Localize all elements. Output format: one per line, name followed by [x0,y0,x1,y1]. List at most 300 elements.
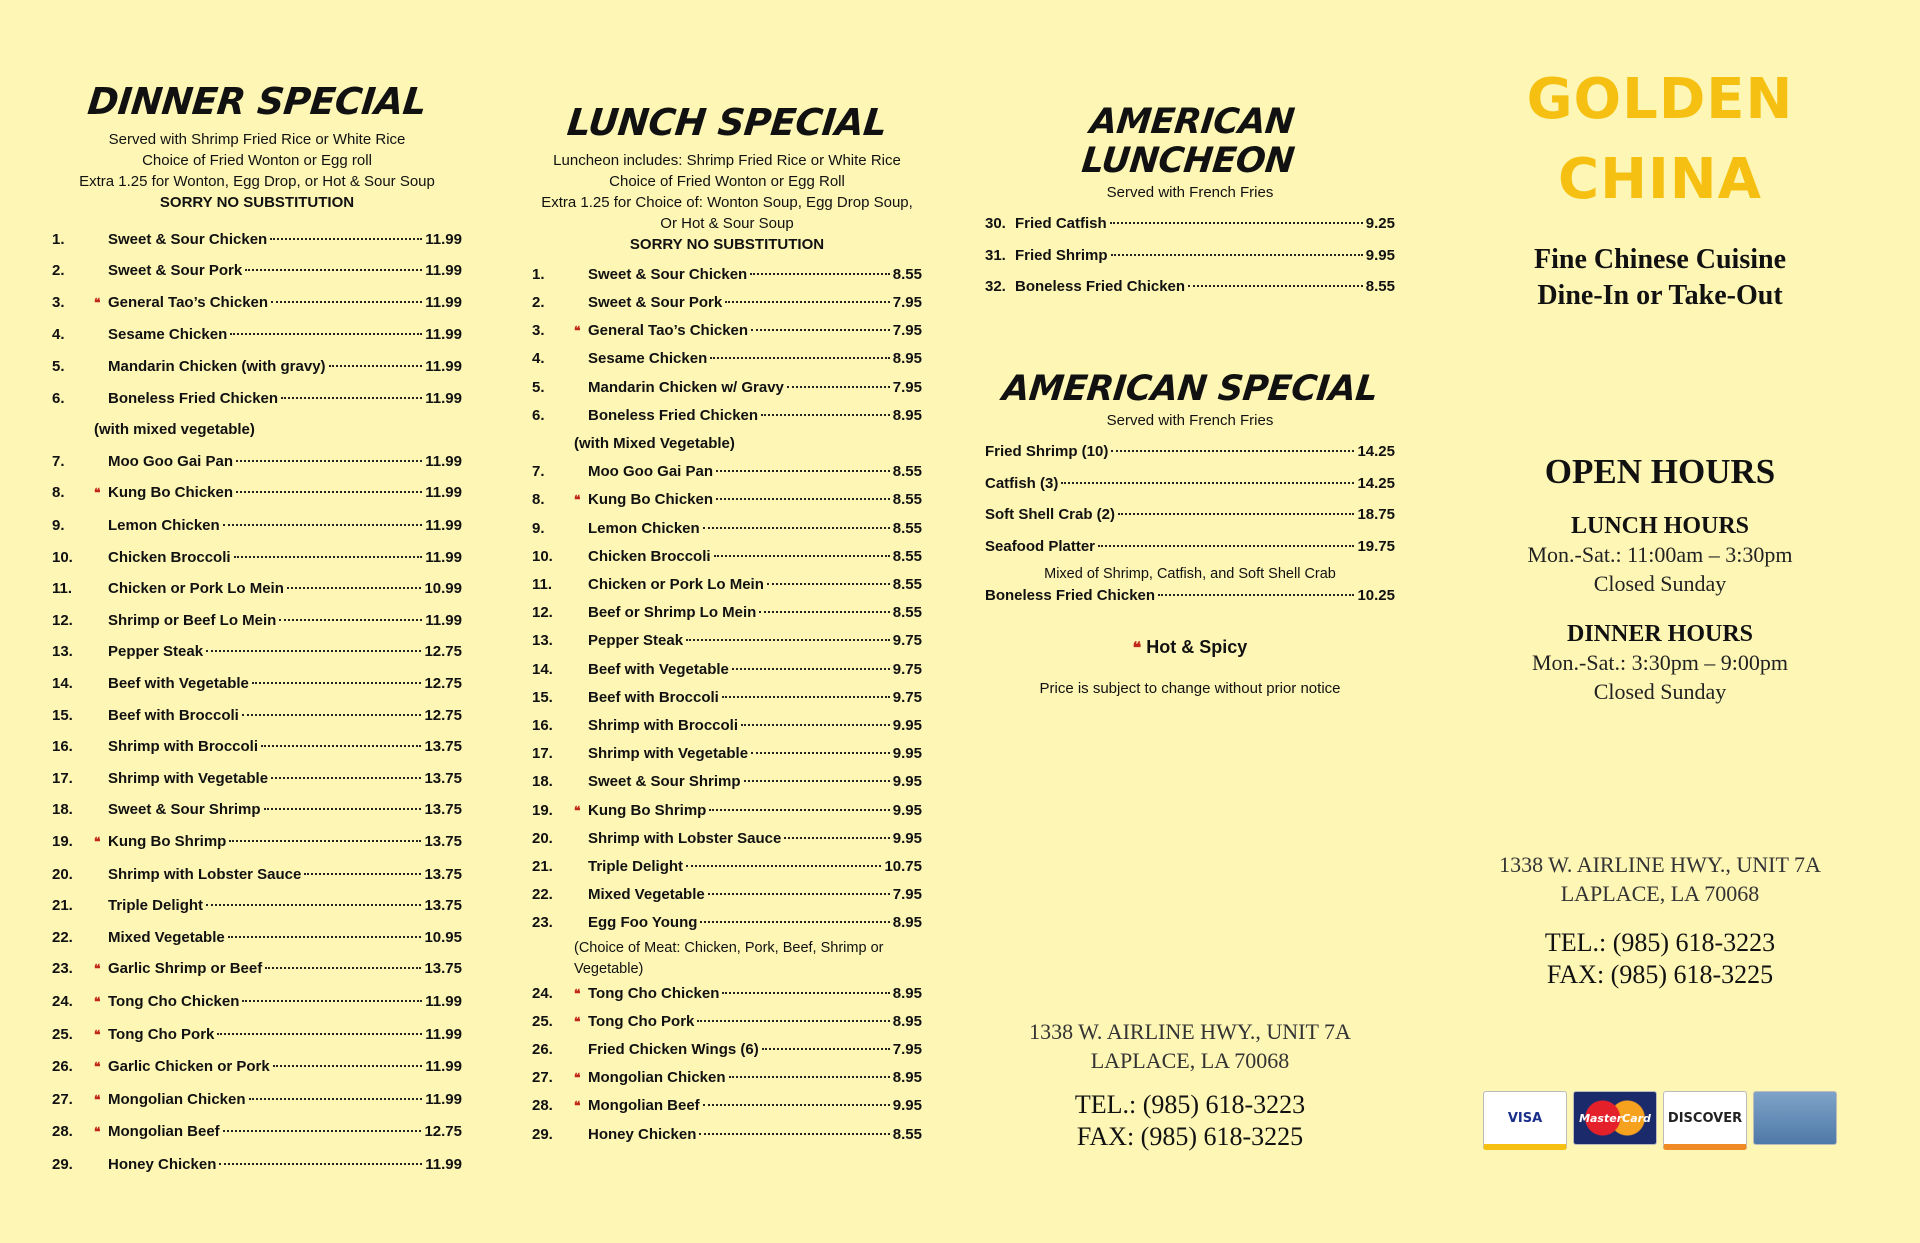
menu-item-price: 19.75 [1357,537,1395,555]
menu-item-number: 13. [532,632,553,650]
dot-leader [219,1163,422,1165]
dot-leader [759,611,889,613]
hot-spicy-legend [985,637,1395,658]
dot-leader [703,527,890,529]
menu-item-price: 9.75 [892,660,922,678]
menu-item-name: Boneless Fried Chicken [985,587,1156,604]
menu-item-name: Sweet & Sour Shrimp [108,801,261,819]
menu-item-price: 8.95 [892,1012,922,1030]
menu-item-number: 25. [52,1025,73,1043]
dot-leader [329,365,423,367]
menu-item-number: 11. [532,575,553,593]
menu-item-price: 13.75 [424,832,462,850]
dot-leader [1111,450,1354,452]
dot-leader [744,780,890,782]
menu-item [985,240,1395,272]
chili-pepper-icon: ❝ [94,1060,101,1075]
menu-item-price: 11.99 [425,548,462,566]
mastercard-icon [1573,1091,1657,1145]
menu-item-number: 3. [532,322,545,340]
menu-item-price: 13.75 [424,769,462,787]
menu-item-name: Mongolian Chicken [588,1069,726,1087]
menu-item-name: Shrimp with Lobster Sauce [108,865,302,883]
dot-leader [228,936,422,938]
menu-item [985,468,1395,500]
menu-item [52,1051,462,1084]
menu-item [532,599,922,627]
menu-item-name: General Tao’s Chicken [588,322,749,340]
menu-item-number: 14. [532,660,553,678]
menu-item-price: 7.95 [892,1040,922,1058]
menu-item-name: Sweet & Sour Chicken [108,230,268,248]
menu-item-name: Mongolian Beef [588,1097,700,1115]
menu-item [52,668,462,700]
american-luncheon-list [985,208,1395,303]
menu-item-name: Shrimp with Broccoli [108,738,259,756]
menu-item-number: 10. [532,547,553,565]
menu-item-price: 8.55 [1365,278,1395,295]
address-line-2: LAPLACE, LA 70068 [1090,1047,1290,1073]
dot-leader [279,619,422,621]
menu-item-number: 12. [52,611,73,629]
menu-item-number: 29. [532,1125,553,1143]
dot-leader [725,301,890,303]
chili-pepper-icon: ❝ [574,803,581,818]
dinner-note: Choice of Fried Wonton or Egg roll [142,151,372,169]
menu-item-number: 19. [532,801,553,819]
dot-leader [686,639,890,641]
menu-item-number: 1. [52,230,65,248]
american-section [985,0,1395,1153]
menu-item-price: 10.75 [884,857,922,875]
menu-item [52,1019,462,1052]
menu-item [532,486,922,514]
menu-item [985,531,1395,563]
american-express-card-icon [1753,1091,1837,1145]
menu-item-number: 9. [52,517,65,535]
menu-item-name: Beef with Broccoli [108,706,239,724]
lunch-closed: Closed Sunday [1593,571,1727,596]
menu-item [532,1064,922,1092]
menu-item-price: 9.95 [1365,246,1395,264]
menu-item-price: 8.55 [892,519,922,537]
menu-item-price: 11.99 [425,1025,462,1043]
dot-leader [751,329,890,331]
menu-item [532,458,922,486]
menu-item-price: 9.75 [892,688,922,706]
chili-pepper-icon: ❝ [1132,639,1142,657]
menu-item-number: 24. [52,992,73,1010]
menu-item-name: Chicken Broccoli [108,548,231,566]
menu-item-number: 15. [52,706,73,724]
menu-item-number: 1. [532,265,545,283]
menu-item-number: 18. [532,773,553,791]
dot-leader [751,752,890,754]
menu-item-price: 8.95 [892,914,922,932]
tagline-2: Dine-In or Take-Out [1537,280,1783,311]
menu-item-price: 8.95 [892,1069,922,1087]
menu-item-name: Fried Catfish [1015,215,1107,232]
menu-item-price: 7.95 [892,886,922,904]
dot-leader [784,837,889,839]
lunch-menu-list [532,261,922,1149]
menu-item-name: Chicken or Pork Lo Mein [108,580,284,598]
menu-item-number: 18. [52,801,73,819]
menu-item-extra: (with Mixed Vegetable) [574,434,735,452]
menu-item-name: Sweet & Sour Chicken [588,265,748,283]
dot-leader [699,1133,889,1135]
menu-item [52,287,462,320]
dot-leader [729,1076,890,1078]
menu-item [532,1121,922,1149]
lunch-no-substitution: SORRY NO SUBSTITUTION [629,235,825,253]
lunch-note: Choice of Fried Wonton or Egg Roll [609,172,845,190]
menu-item [532,261,922,289]
menu-item-number: 16. [532,716,553,734]
menu-item-name: Sesame Chicken [108,326,228,344]
menu-item-number: 7. [52,452,65,470]
menu-item-price: 11.99 [425,389,462,407]
contact-block [1455,850,1865,991]
visa-card-icon [1483,1091,1567,1150]
lunch-note: Extra 1.25 for Choice of: Wonton Soup, Egg Drop Soup, [541,193,913,211]
menu-item-name: Fried Shrimp (10) [985,443,1109,460]
dot-leader [245,269,422,271]
menu-item-price: 9.75 [892,632,922,650]
chili-pepper-icon: ❝ [574,324,581,339]
american-special-subtitle: Served with French Fries [1106,412,1274,429]
menu-item [532,627,922,655]
dot-leader [242,1000,422,1002]
menu-item-name: Pepper Steak [588,632,684,650]
menu-item-number: 16. [52,738,73,756]
menu-item-extra: (with mixed vegetable) [94,421,255,439]
dot-leader [697,1020,889,1022]
fax: FAX: (985) 618-3225 [1076,1121,1304,1151]
menu-item-price: 11.99 [425,992,462,1010]
menu-item [52,383,462,415]
menu-item-name: Sweet & Sour Pork [108,262,243,280]
menu-item-name: Boneless Fried Chicken [588,406,759,424]
menu-item-name: General Tao’s Chicken [108,293,269,311]
menu-item [985,208,1395,240]
menu-item-price: 9.95 [892,829,922,847]
menu-item-name: Boneless Fried Chicken [1015,278,1186,295]
menu-item-name: Lemon Chicken [588,519,700,537]
dot-leader [686,865,881,867]
menu-item [52,763,462,795]
dinner-note: Served with Shrimp Fried Rice or White Rice [108,130,406,148]
menu-item-price: 9.95 [892,773,922,791]
menu-item-number: 15. [532,688,553,706]
menu-item-number: 29. [52,1155,73,1173]
hot-spicy-label: Hot & Spicy [1146,636,1248,657]
dot-leader [217,1033,422,1035]
menu-item-price: 11.99 [425,358,462,376]
chili-pepper-icon: ❝ [94,1092,101,1107]
menu-item-number: 22. [532,886,553,904]
menu-item-name: Mixed Vegetable [588,886,705,904]
dinner-notes [52,129,462,213]
menu-item-price: 7.95 [892,322,922,340]
menu-item-price: 13.75 [424,738,462,756]
menu-item [532,402,922,430]
dot-leader [1098,545,1354,547]
menu-item-name: Triple Delight [108,897,204,915]
menu-item-price: 11.99 [425,326,462,344]
tagline-1: Fine Chinese Cuisine [1533,244,1787,275]
open-hours-title: OPEN HOURS [1544,452,1776,491]
menu-item [52,794,462,826]
lunch-note: Or Hot & Sour Soup [660,214,794,232]
menu-item-name: Honey Chicken [588,1125,697,1143]
dot-leader [230,333,422,335]
menu-item [52,446,462,478]
menu-item-number: 27. [532,1069,553,1087]
menu-item-number: 6. [52,389,65,407]
menu-item-name: Shrimp with Vegetable [588,745,749,763]
menu-item-price: 8.55 [892,547,922,565]
menu-item-number: 31. [985,246,1006,264]
menu-item-price: 18.75 [1357,506,1395,523]
seafood-platter-note: Mixed of Shrimp, Catfish, and Soft Shell Crab [1044,566,1336,582]
menu-item-number: 3. [52,293,65,311]
menu-item [52,922,462,954]
menu-item-number: 20. [52,865,73,883]
menu-item-name: Shrimp with Lobster Sauce [588,829,782,847]
dot-leader [1188,285,1363,287]
menu-item-price: 8.95 [892,406,922,424]
menu-item-name: Catfish (3) [985,474,1059,492]
menu-item [985,271,1395,303]
dot-leader [762,1048,890,1050]
menu-item-name: Fried Shrimp [1015,246,1108,264]
brand-name-line-1: GOLDEN [1526,67,1794,132]
menu-item [532,374,922,402]
menu-item [532,656,922,684]
menu-item [532,1092,922,1120]
menu-item-number: 21. [532,857,553,875]
menu-item-price: 13.75 [424,897,462,915]
menu-item-number: 24. [532,984,553,1002]
dot-leader [242,714,422,716]
middle-contact-block [985,1017,1395,1153]
menu-item-name: Sweet & Sour Pork [588,293,723,311]
dinner-no-substitution: SORRY NO SUBSTITUTION [159,193,355,211]
menu-item [52,605,462,637]
menu-item-number: 12. [532,604,553,622]
dot-leader [741,724,890,726]
menu-item [532,1036,922,1064]
menu-item-price: 9.25 [1365,215,1395,232]
menu-item [52,826,462,859]
menu-item [52,319,462,351]
menu-item-number: 2. [52,262,65,280]
menu-item-price: 11.99 [425,484,462,502]
menu-item [532,289,922,317]
menu-item-number: 26. [52,1058,73,1076]
payment-cards [1455,1091,1865,1150]
menu-item-price: 12.75 [424,643,462,661]
chili-pepper-icon: ❝ [94,994,101,1009]
menu-item-number: 32. [985,278,1006,295]
menu-item-price: 9.95 [892,1097,922,1115]
menu-item [532,571,922,599]
menu-item [52,351,462,383]
dot-leader [236,491,422,493]
dot-leader [1158,594,1354,596]
menu-item-price: 8.55 [892,463,922,481]
menu-item-number: 2. [532,293,545,311]
menu-item [532,797,922,825]
dot-leader [273,1065,423,1067]
dinner-hours-title: DINNER HOURS [1566,621,1754,647]
menu-item [532,712,922,740]
menu-item-name: Garlic Chicken or Pork [108,1058,270,1076]
menu-item-number: 13. [52,643,73,661]
lunch-hours-title: LUNCH HOURS [1570,513,1750,539]
american-special-list [985,436,1395,562]
dot-leader [236,460,422,462]
menu-item-number: 21. [52,897,73,915]
menu-item-price: 8.55 [892,604,922,622]
menu-item-price: 8.95 [892,984,922,1002]
chili-pepper-icon: ❝ [574,493,581,508]
menu-item-name: Kung Bo Shrimp [588,801,707,819]
dot-leader [271,777,421,779]
dot-leader [722,696,890,698]
menu-item-note: (Choice of Meat: Chicken, Pork, Beef, Shrimp or Vegetable) [574,939,884,977]
telephone: TEL.: (985) 618-3223 [1074,1089,1306,1119]
menu-item-price: 8.55 [892,1125,922,1143]
menu-item-name: Sweet & Sour Shrimp [588,773,741,791]
menu-item [532,909,922,937]
menu-item [532,317,922,345]
info-section [1455,0,1865,1150]
menu-item-price: 8.55 [892,491,922,509]
menu-item-number: 5. [52,358,65,376]
dot-leader [206,904,421,906]
menu-item [532,768,922,796]
menu-item-price: 13.75 [424,960,462,978]
card-label: DISCOVER [1667,1110,1743,1126]
price-notice: Price is subject to change without prior notice [1039,679,1341,697]
menu-item-number: 6. [532,406,545,424]
menu-item-number: 11. [52,580,73,598]
menu-item-price: 11.99 [425,230,462,248]
chili-pepper-icon: ❝ [574,986,581,1001]
menu-item-number: 28. [52,1123,73,1141]
menu-item-number: 27. [52,1090,73,1108]
menu-item-number: 17. [52,769,73,787]
address-line-2: LAPLACE, LA 70068 [1560,881,1760,906]
discover-card-icon [1663,1091,1747,1150]
menu-item-name: Shrimp or Beef Lo Mein [108,611,277,629]
menu-item-number: 19. [52,832,73,850]
menu-item-name: Mongolian Chicken [108,1090,246,1108]
american-special-title: AMERICAN SPECIAL [1000,368,1380,409]
menu-item-price: 12.75 [424,1123,462,1141]
menu-item [52,573,462,605]
menu-item [532,853,922,881]
menu-item-name: Mandarin Chicken w/ Gravy [588,378,784,396]
menu-item-name: Soft Shell Crab (2) [985,506,1116,523]
menu-item-number: 17. [532,745,553,763]
menu-item-name: Beef with Vegetable [588,660,729,678]
menu-item [52,953,462,986]
menu-item-name: Mongolian Beef [108,1123,220,1141]
dinner-special-title: DINNER SPECIAL [85,80,429,123]
menu-item [52,890,462,922]
chili-pepper-icon: ❝ [94,295,101,310]
menu-item [532,825,922,853]
dot-leader [270,238,422,240]
menu-item [532,881,922,909]
menu-item [532,684,922,712]
dinner-note: Extra 1.25 for Wonton, Egg Drop, or Hot & Sour Soup [79,172,435,190]
menu-item-name: Triple Delight [588,857,684,875]
menu-item-name: Egg Foo Young [588,914,698,932]
chili-pepper-icon: ❝ [94,486,101,501]
menu-item-price: 10.95 [424,928,462,946]
menu-item-name: Tong Cho Chicken [108,992,240,1010]
dot-leader [716,470,890,472]
menu-item [52,1084,462,1117]
menu-item-number: 14. [52,675,73,692]
dot-leader [714,555,890,557]
dinner-hours-time: Mon.-Sat.: 3:30pm – 9:00pm [1531,650,1789,675]
menu-item-name: Sesame Chicken [588,350,708,368]
menu-item [52,731,462,763]
menu-item-name: Shrimp with Broccoli [588,716,739,734]
menu-item-name: Moo Goo Gai Pan [108,452,234,470]
menu-item-price: 14.25 [1357,443,1395,460]
dot-leader [249,1098,423,1100]
dot-leader [261,745,421,747]
menu-item-price: 8.95 [892,350,922,368]
menu-item-price: 11.99 [425,611,462,629]
menu-item-price: 11.99 [425,452,462,470]
menu-item [52,510,462,542]
menu-item-name: Tong Cho Pork [588,1012,695,1030]
menu-item [52,255,462,287]
menu-item-name: Moo Goo Gai Pan [588,463,714,481]
menu-item [52,224,462,256]
menu-item-price: 11.99 [425,293,462,311]
menu-item-name: Mixed Vegetable [108,928,225,946]
dot-leader [787,386,890,388]
dot-leader [223,1130,422,1132]
dot-leader [234,556,423,558]
dot-leader [1110,222,1363,224]
telephone: TEL.: (985) 618-3223 [1544,928,1776,957]
menu-item-price: 13.75 [424,801,462,819]
menu-item [52,1149,462,1181]
dot-leader [761,414,890,416]
dot-leader [700,921,889,923]
menu-item-number: 23. [52,960,73,978]
menu-item-name: Tong Cho Chicken [588,984,720,1002]
menu-item [985,499,1395,531]
brand-name-line-2: CHINA [1557,147,1762,212]
menu-item [52,1116,462,1149]
menu-item [52,636,462,668]
chili-pepper-icon: ❝ [574,1014,581,1029]
menu-item-name: Garlic Shrimp or Beef [108,960,263,978]
menu-item-name: Lemon Chicken [108,517,220,535]
chili-pepper-icon: ❝ [574,1071,581,1086]
menu-item-name: Chicken Broccoli [588,547,711,565]
